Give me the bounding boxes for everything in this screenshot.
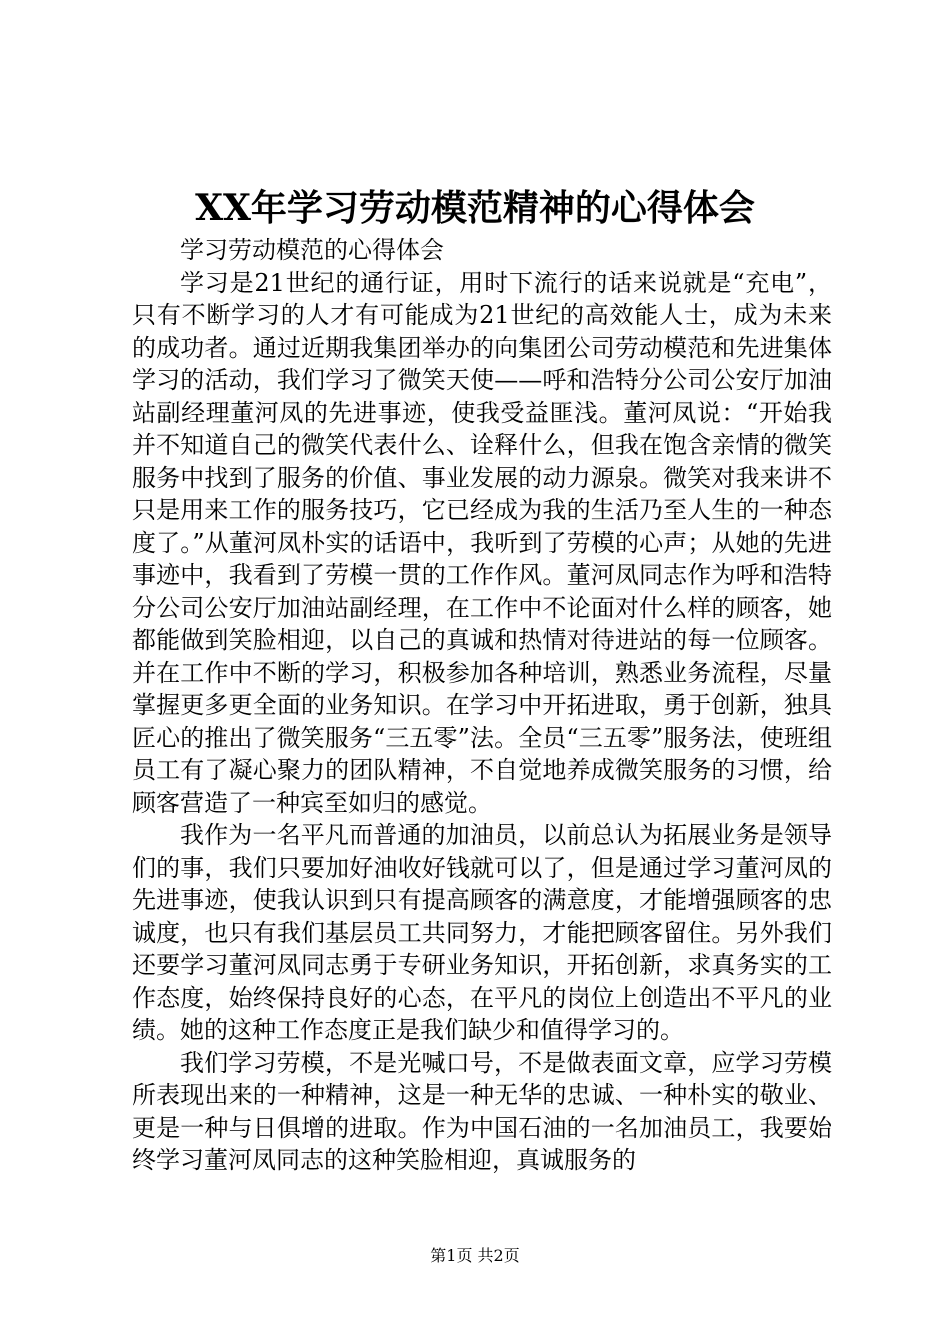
document-body [132,234,832,1177]
paragraph-2: 我作为一名平凡而普通的加油员，以前总认为拓展业务是领导们的事，我们只要加好油收好钱就可以了，但是通过学习董河凤的先进事迹，使我认识到只有提高顾客的满意度，才能增强顾客的忠诚度，也只有我们基层员工共同努力，才能把顾客留住。另外我们还要学习董河凤同志勇于专研业务知识，开拓创新，求真务实的工作态度，始终保持良好的心态，在平凡的岗位上创造出不平凡的业绩。她的这种工作态度正是我们缺少和值得学习的。 [132,821,832,1044]
document-title: XX年学习劳动模范精神的心得体会 [195,187,755,229]
paragraph-1: 学习是21世纪的通行证，用时下流行的话来说就是“充电”，只有不断学习的人才有可能成为21世纪的高效能人士，成为未来的成功者。通过近期我集团举办的向集团公司劳动模范和先进集体学习的活动，我们学习了微笑天使——呼和浩特分公司公安厅加油站副经理董河凤的先进事迹，使我受益匪浅。董河凤说：“开始我并不知道自己的微笑代表什么、诠释什么，但我在饱含亲情的微笑服务中找到了服务的价值、事业发展的动力源泉。微笑对我来讲不只是用来工作的服务技巧，它已经成为我的生活乃至人生的一种态度了。”从董河凤朴实的话语中，我听到了劳模的心声；从她的先进事迹中，我看到了劳模一贯的工作作风。董河凤同志作为呼和浩特分公司公安厅加油站副经理，在工作中不论面对什么样的顾客，她都能做到笑脸相迎，以自己的真诚和热情对待进站的每一位顾客。并在工作中不断的学习，积极参加各种培训，熟悉业务流程，尽量掌握更多更全面的业务知识。在学习中开拓进取，勇于创新，独具匠心的推出了微笑服务“三五零”法。全员“三五零”服务法，使班组员工有了凝心聚力的团队精神，不自觉地养成微笑服务的习惯，给顾客营造了一种宾至如归的感觉。 [132,268,832,817]
document-subtitle: 学习劳动模范的心得体会 [180,236,444,264]
paragraph-3: 我们学习劳模，不是光喊口号，不是做表面文章，应学习劳模所表现出来的一种精神，这是一种无华的忠诚、一种朴实的敬业、更是一种与日俱增的进取。作为中国石油的一名加油员工，我要始终学习董河凤同志的这种笑脸相迎，真诚服务的 [132,1048,832,1174]
page-number-footer: 第1页 共2页 [430,1246,520,1265]
